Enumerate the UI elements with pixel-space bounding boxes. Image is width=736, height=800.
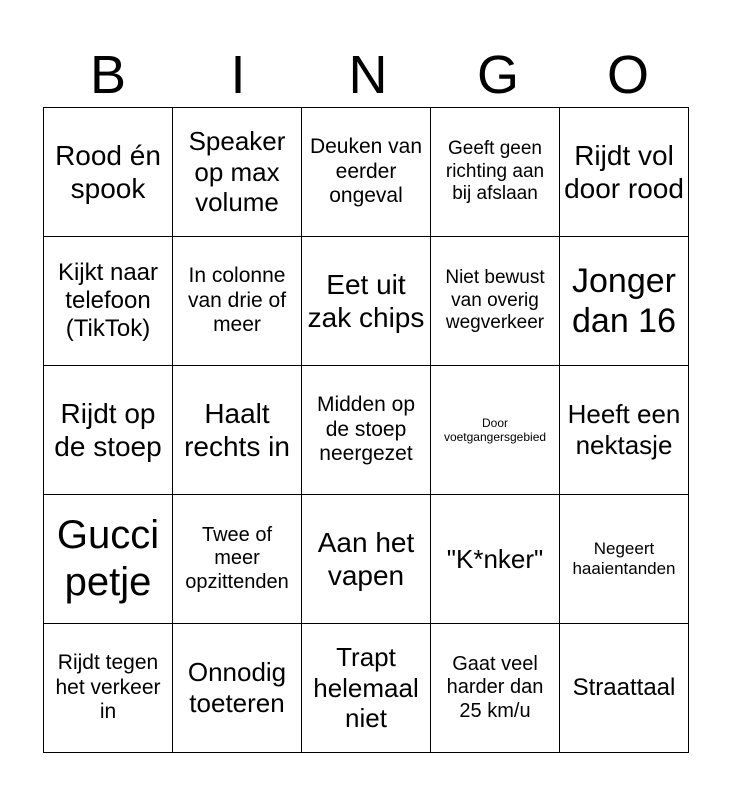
- bingo-header: [43, 44, 693, 106]
- bingo-cell[interactable]: Twee of meer opzittenden: [173, 495, 302, 624]
- bingo-cell[interactable]: Niet bewust van overig wegverkeer: [431, 237, 560, 366]
- bingo-cell[interactable]: "K*nker": [431, 495, 560, 624]
- header-letter-g: G: [476, 45, 519, 105]
- bingo-cell[interactable]: Deuken van eerder ongeval: [302, 108, 431, 237]
- bingo-cell[interactable]: Gaat veel harder dan 25 km/u: [431, 624, 560, 753]
- bingo-cell[interactable]: Rood én spook: [44, 108, 173, 237]
- bingo-cell[interactable]: Gucci petje: [44, 495, 173, 624]
- bingo-cell[interactable]: Door voetgangersgebied: [431, 366, 560, 495]
- board-row: [44, 108, 689, 237]
- bingo-cell[interactable]: Jonger dan 16: [560, 237, 689, 366]
- bingo-cell[interactable]: Trapt helemaal niet: [302, 624, 431, 753]
- bingo-cell[interactable]: Rijdt tegen het verkeer in: [44, 624, 173, 753]
- bingo-cell[interactable]: Negeert haaientanden: [560, 495, 689, 624]
- board-row: [44, 624, 689, 753]
- bingo-cell[interactable]: Onnodig toeteren: [173, 624, 302, 753]
- bingo-board: [43, 107, 689, 753]
- header-letter-i: I: [230, 45, 246, 105]
- board-row: [44, 366, 689, 495]
- bingo-cell[interactable]: Rijdt op de stoep: [44, 366, 173, 495]
- bingo-cell[interactable]: Kijkt naar telefoon (TikTok): [44, 237, 173, 366]
- bingo-cell[interactable]: In colonne van drie of meer: [173, 237, 302, 366]
- header-letter-n: N: [348, 45, 388, 105]
- header-letter-o: O: [606, 45, 649, 105]
- bingo-cell[interactable]: Eet uit zak chips: [302, 237, 431, 366]
- header-letter-b: B: [89, 45, 127, 105]
- bingo-cell[interactable]: Haalt rechts in: [173, 366, 302, 495]
- bingo-cell[interactable]: Geeft geen richting aan bij afslaan: [431, 108, 560, 237]
- bingo-cell[interactable]: Speaker op max volume: [173, 108, 302, 237]
- board-row: [44, 495, 689, 624]
- bingo-cell[interactable]: Heeft een nektasje: [560, 366, 689, 495]
- bingo-cell[interactable]: Midden op de stoep neergezet: [302, 366, 431, 495]
- bingo-cell[interactable]: Straattaal: [560, 624, 689, 753]
- bingo-cell[interactable]: Aan het vapen: [302, 495, 431, 624]
- bingo-cell[interactable]: Rijdt vol door rood: [560, 108, 689, 237]
- board-row: [44, 237, 689, 366]
